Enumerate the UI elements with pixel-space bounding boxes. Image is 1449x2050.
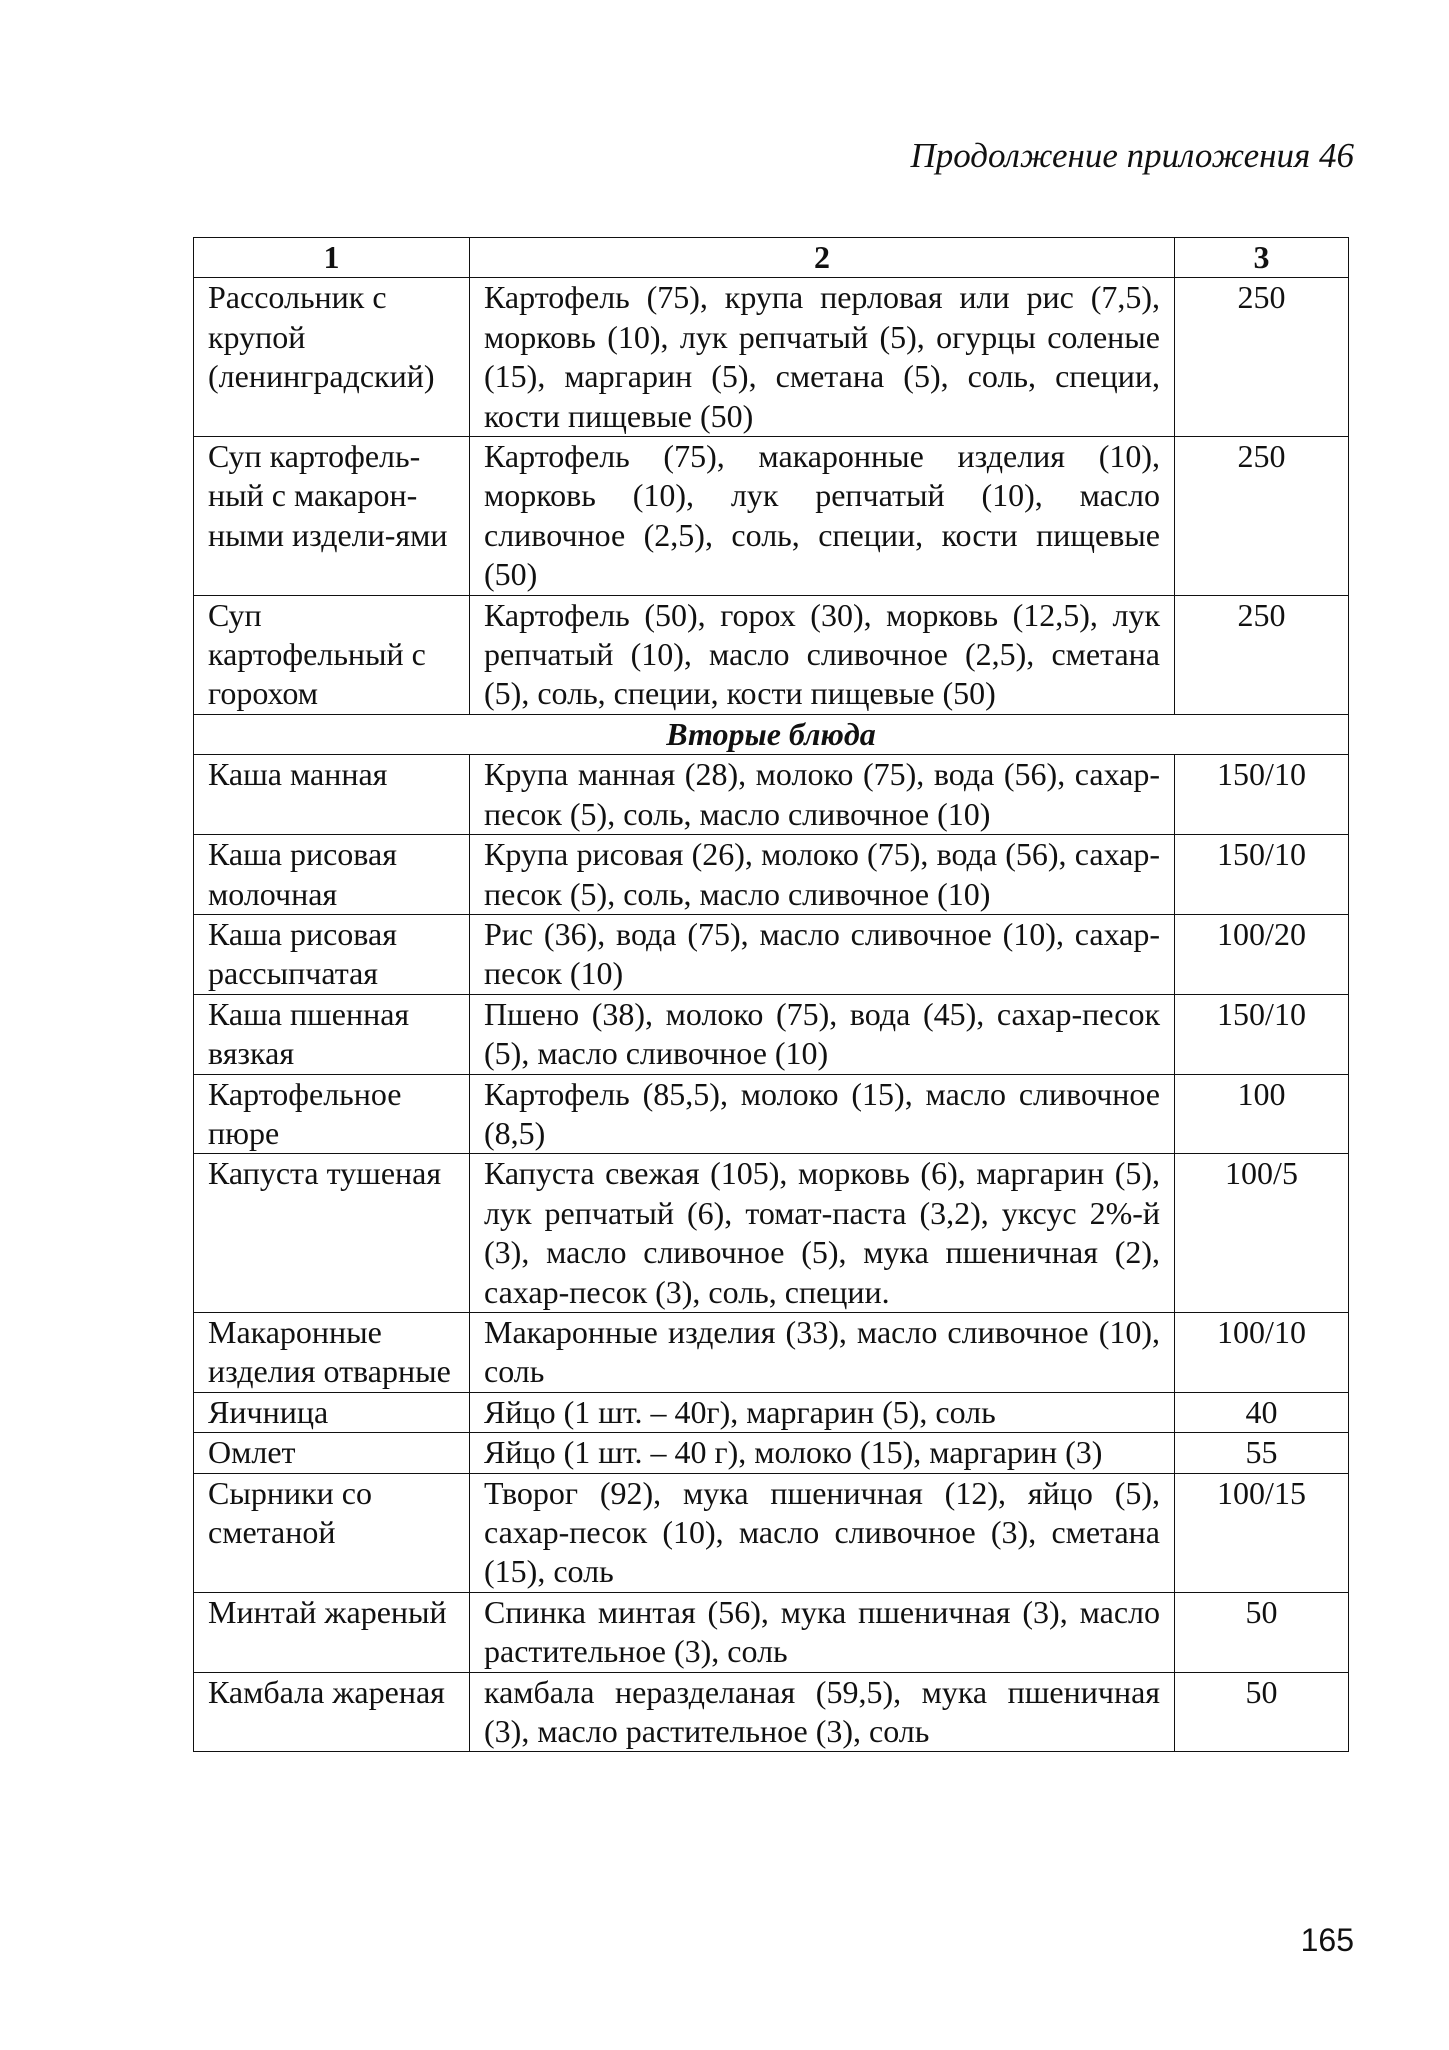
dish-cell: Капуста тушеная — [194, 1154, 470, 1313]
dish-cell: Сырники со сметаной — [194, 1473, 470, 1592]
ingredients-cell: Крупа манная (28), молоко (75), вода (56), сахар-песок (5), соль, масло сливочное (10) — [470, 755, 1175, 835]
dish-cell: Каша манная — [194, 755, 470, 835]
yield-cell: 100/20 — [1175, 914, 1349, 994]
main-dishes-rows — [194, 755, 1349, 1752]
yield-cell: 250 — [1175, 595, 1349, 714]
yield-cell: 100 — [1175, 1074, 1349, 1154]
table-row — [194, 994, 1349, 1074]
table-row — [194, 835, 1349, 915]
recipe-table — [193, 237, 1349, 1752]
dish-cell: Рассольник с крупой (ленинградский) — [194, 278, 470, 437]
ingredients-cell: Картофель (85,5), молоко (15), масло сливочное (8,5) — [470, 1074, 1175, 1154]
table-row — [194, 1672, 1349, 1752]
dish-cell: Суп картофельный с горохом — [194, 595, 470, 714]
ingredients-cell: Яйцо (1 шт. – 40 г), молоко (15), маргарин (3) — [470, 1433, 1175, 1473]
recipe-table-wrapper — [193, 237, 1349, 1752]
table-row — [194, 1392, 1349, 1432]
table-row — [194, 914, 1349, 994]
dish-cell: Каша пшенная вязкая — [194, 994, 470, 1074]
ingredients-cell: Пшено (38), молоко (75), вода (45), сахар-песок (5), масло сливочное (10) — [470, 994, 1175, 1074]
ingredients-cell: Яйцо (1 шт. – 40г), маргарин (5), соль — [470, 1392, 1175, 1432]
yield-cell: 250 — [1175, 278, 1349, 437]
dish-cell: Яичница — [194, 1392, 470, 1432]
table-row — [194, 1592, 1349, 1672]
dish-cell: Суп картофель-ный с макарон-ными издели-ями — [194, 437, 470, 596]
column-header-3: 3 — [1175, 238, 1349, 278]
table-row — [194, 595, 1349, 714]
table-row — [194, 278, 1349, 437]
section-title: Вторые блюда — [194, 714, 1349, 754]
section-row — [194, 714, 1349, 754]
yield-cell: 100/5 — [1175, 1154, 1349, 1313]
ingredients-cell: Творог (92), мука пшеничная (12), яйцо (5), сахар-песок (10), масло сливочное (3), сметана (15), соль — [470, 1473, 1175, 1592]
ingredients-cell: Макаронные изделия (33), масло сливочное (10), соль — [470, 1312, 1175, 1392]
yield-cell: 150/10 — [1175, 994, 1349, 1074]
table-row — [194, 1154, 1349, 1313]
yield-cell: 100/15 — [1175, 1473, 1349, 1592]
section-row-group — [194, 714, 1349, 754]
ingredients-cell: Картофель (75), крупа перловая или рис (7,5), морковь (10), лук репчатый (5), огурцы соленые (15), маргарин (5), сметана (5), соль, специи, кости пищевые (50) — [470, 278, 1175, 437]
table-row — [194, 755, 1349, 835]
dish-cell: Картофельное пюре — [194, 1074, 470, 1154]
table-row — [194, 437, 1349, 596]
continuation-header: Продолжение приложения 46 — [910, 136, 1354, 175]
yield-cell: 55 — [1175, 1433, 1349, 1473]
ingredients-cell: камбала неразделаная (59,5), мука пшеничная (3), масло растительное (3), соль — [470, 1672, 1175, 1752]
ingredients-cell: Рис (36), вода (75), масло сливочное (10), сахар-песок (10) — [470, 914, 1175, 994]
column-header-1: 1 — [194, 238, 470, 278]
dish-cell: Омлет — [194, 1433, 470, 1473]
dish-cell: Макаронные изделия отварные — [194, 1312, 470, 1392]
dish-cell: Каша рисовая рассыпчатая — [194, 914, 470, 994]
yield-cell: 100/10 — [1175, 1312, 1349, 1392]
soups-rows — [194, 278, 1349, 714]
yield-cell: 250 — [1175, 437, 1349, 596]
ingredients-cell: Картофель (50), горох (30), морковь (12,5), лук репчатый (10), масло сливочное (2,5), сметана (5), соль, специи, кости пищевые (50) — [470, 595, 1175, 714]
table-header-row — [194, 238, 1349, 278]
yield-cell: 150/10 — [1175, 835, 1349, 915]
table-row — [194, 1473, 1349, 1592]
ingredients-cell: Крупа рисовая (26), молоко (75), вода (56), сахар-песок (5), соль, масло сливочное (10) — [470, 835, 1175, 915]
ingredients-cell: Картофель (75), макаронные изделия (10), морковь (10), лук репчатый (10), масло сливочное (2,5), соль, специи, кости пищевые (50) — [470, 437, 1175, 596]
page-number: 165 — [1300, 1922, 1354, 1958]
yield-cell: 50 — [1175, 1592, 1349, 1672]
yield-cell: 150/10 — [1175, 755, 1349, 835]
table-row — [194, 1433, 1349, 1473]
table-row — [194, 1074, 1349, 1154]
yield-cell: 40 — [1175, 1392, 1349, 1432]
column-header-2: 2 — [470, 238, 1175, 278]
yield-cell: 50 — [1175, 1672, 1349, 1752]
ingredients-cell: Спинка минтая (56), мука пшеничная (3), масло растительное (3), соль — [470, 1592, 1175, 1672]
table-row — [194, 1312, 1349, 1392]
ingredients-cell: Капуста свежая (105), морковь (6), маргарин (5), лук репчатый (6), томат-паста (3,2), уксус 2%-й (3), масло сливочное (5), мука пшеничная (2), сахар-песок (3), соль, специи. — [470, 1154, 1175, 1313]
dish-cell: Камбала жареная — [194, 1672, 470, 1752]
dish-cell: Каша рисовая молочная — [194, 835, 470, 915]
dish-cell: Минтай жареный — [194, 1592, 470, 1672]
